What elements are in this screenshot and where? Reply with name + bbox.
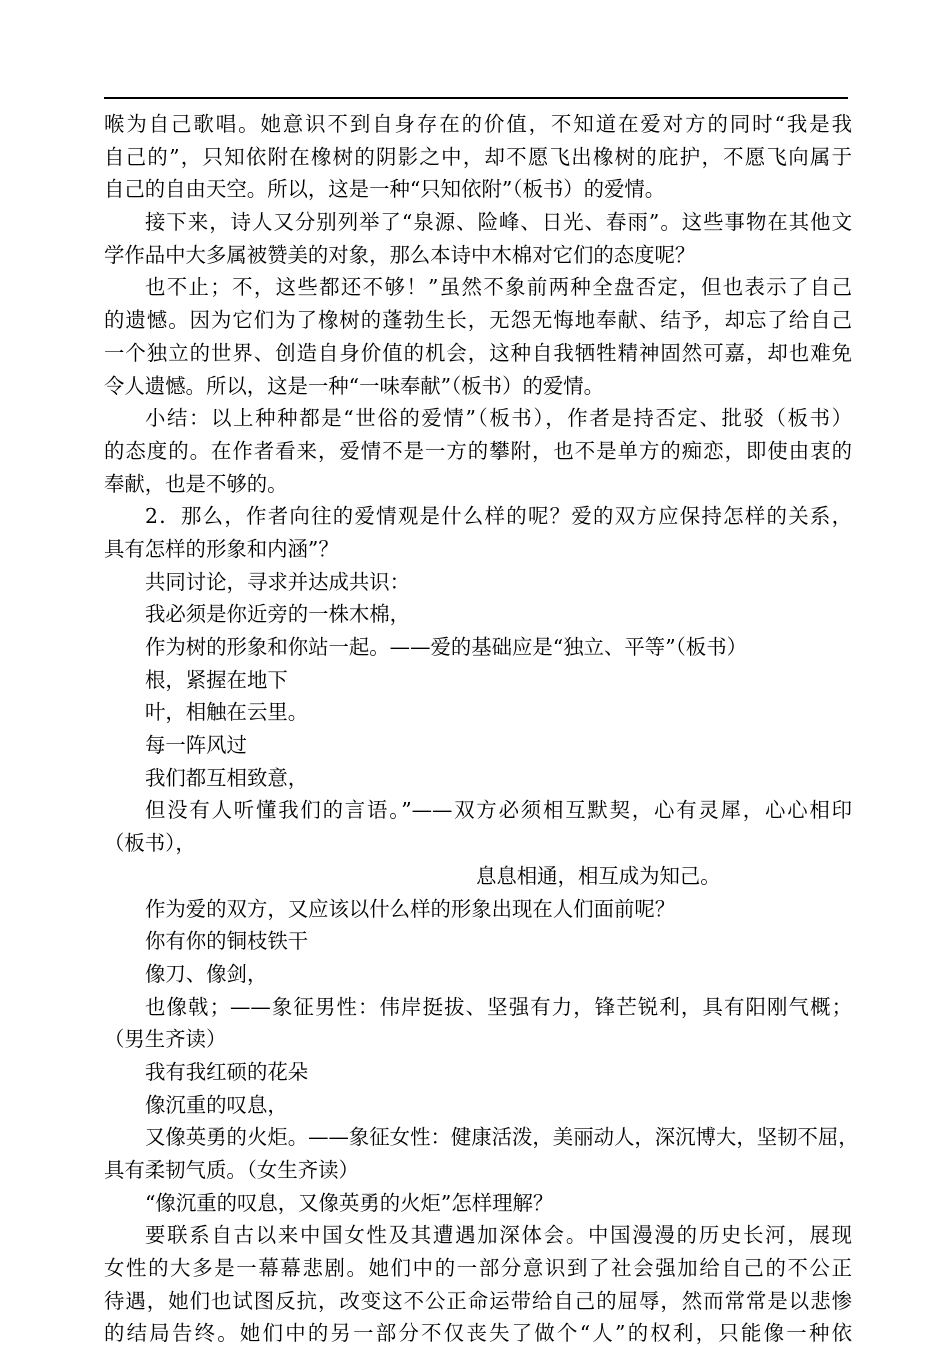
text-line: 自己的自由天空。所以，这是一种“只知依附”（板书）的爱情。	[104, 177, 666, 202]
text-line: 接下来，诗人又分别列举了“泉源、险峰、日光、春雨”。这些事物在其他文	[145, 210, 852, 235]
text-line: 根，紧握在地下	[145, 667, 288, 692]
text-line: 2．那么，作者向往的爱情观是什么样的呢？爱的双方应保持怎样的关系，	[145, 504, 852, 529]
text-line: 具有怎样的形象和内涵”？	[104, 536, 339, 561]
text-line: 共同讨论，寻求并达成共识：	[145, 569, 411, 594]
text-line: 又像英勇的火炬。——象征女性：健康活泼，美丽动人，深沉博大，坚韧不屈，	[145, 1125, 859, 1150]
text-line: 女性的大多是一幕幕悲剧。她们中的一部分意识到了社会强加给自己的不公正	[104, 1256, 852, 1281]
text-line: 要联系自古以来中国女性及其遭遇加深体会。中国漫漫的历史长河，展现	[145, 1223, 852, 1248]
text-line: 喉为自己歌唱。她意识不到自身存在的价值，不知道在爱对方的同时“我是我	[104, 112, 852, 136]
text-line: 的态度的。在作者看来，爱情不是一方的攀附，也不是单方的痴恋，即使由衷的	[104, 438, 852, 463]
body-text	[104, 108, 859, 1350]
header-rule	[104, 97, 848, 99]
text-line: 一个独立的世界、创造自身价值的机会，这种自我牺牲精神固然可嘉，却也难免	[104, 340, 852, 365]
text-line: （男生齐读）	[104, 1027, 227, 1052]
text-line: 的结局告终。她们中的另一部分不仅丧失了做个“人”的权利，只能像一种依	[104, 1321, 852, 1346]
text-line: 也像戟；——象征男性：伟岸挺拔、坚强有力，锋芒锐利，具有阳刚气概；	[145, 994, 852, 1019]
text-line: 我必须是你近旁的一株木棉，	[145, 602, 411, 627]
text-line: 自己的”，只知依附在橡树的阴影之中，却不愿飞出橡树的庇护，不愿飞向属于	[104, 144, 852, 169]
text-line: 叶，相触在云里。	[145, 700, 309, 725]
text-line: 小结：以上种种都是“世俗的爱情”（板书），作者是持否定、批驳（板书）	[145, 406, 852, 431]
text-line: 学作品中大多属被赞美的对象，那么本诗中木棉对它们的态度呢？	[104, 242, 696, 267]
text-line: 像刀、像剑，	[145, 961, 268, 986]
text-line: 具有柔韧气质。（女生齐读）	[104, 1158, 359, 1182]
text-line: 奉献，也是不够的。	[104, 471, 288, 496]
text-line: 作为树的形象和你站一起。——爱的基础应是“独立、平等”（板书）	[145, 635, 747, 659]
text-line: （板书），	[104, 831, 196, 856]
text-line: 我有我红硕的花朵	[145, 1059, 309, 1084]
text-line: 息息相通，相互成为知己。	[476, 863, 721, 888]
text-line: 令人遗憾。所以，这是一种“一味奉献”（板书）的爱情。	[104, 373, 605, 398]
text-line: 也不止；不，这些都还不够！”虽然不象前两种全盘否定，但也表示了自己	[145, 275, 852, 300]
text-line: 作为爱的双方，又应该以什么样的形象出现在人们面前呢？	[145, 896, 676, 921]
text-line: 的遗憾。因为它们为了橡树的蓬勃生长，无怨无悔地奉献、结予，却忘了给自己	[104, 308, 852, 333]
text-line: 待遇，她们也试图反抗，改变这不公正命运带给自己的屈辱，然而常常是以悲惨	[104, 1288, 852, 1313]
text-line: 你有你的铜枝铁干	[145, 929, 309, 954]
text-line: 每一阵风过	[145, 733, 247, 758]
text-line: 像沉重的叹息，	[145, 1092, 288, 1117]
text-line: “像沉重的叹息，又像英勇的火炬”怎样理解？	[145, 1190, 554, 1215]
text-line: 我们都互相致意，	[145, 765, 309, 790]
text-line: 但没有人听懂我们的言语。”——双方必须相互默契，心有灵犀，心心相印	[145, 798, 852, 823]
